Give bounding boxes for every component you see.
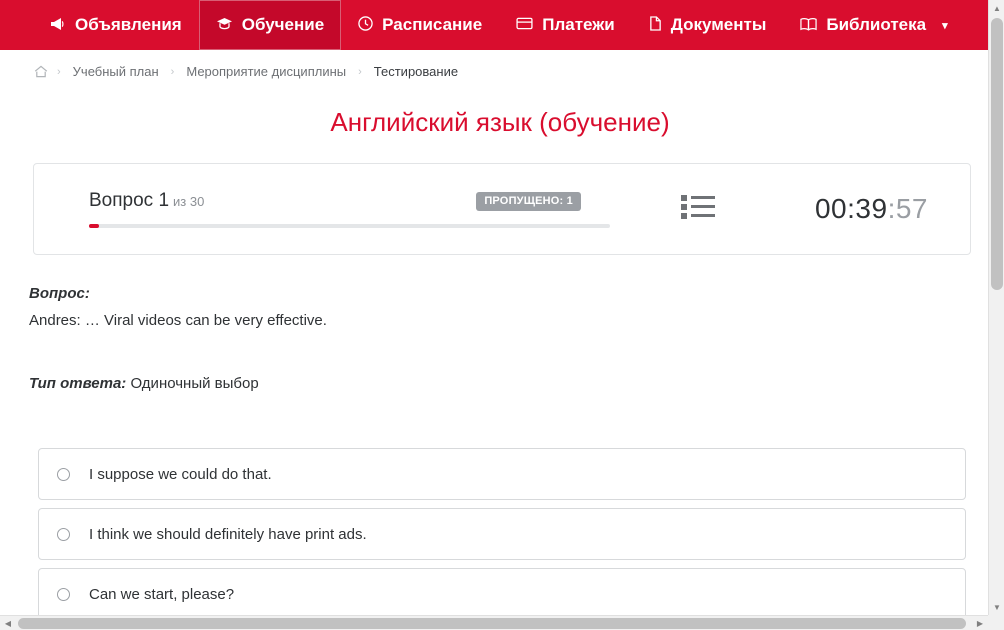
main-navigation <box>0 0 988 50</box>
clock-icon <box>358 16 373 34</box>
breadcrumb-separator: › <box>57 65 61 78</box>
answer-type-value: Одиночный выбор <box>130 375 259 392</box>
horizontal-scrollbar[interactable] <box>0 615 1004 630</box>
question-status-bar <box>33 163 971 255</box>
progress-bar-fill <box>89 224 99 228</box>
answer-option-label: Can we start, please? <box>89 585 235 603</box>
question-text: Andres: … Viral videos can be very effective. <box>29 312 327 329</box>
breadcrumb-item-testing: Тестирование <box>373 64 459 79</box>
answer-option-3[interactable] <box>38 568 966 620</box>
question-number: Вопрос 1 <box>89 190 170 211</box>
nav-item-label: Объявления <box>75 15 182 34</box>
breadcrumb-separator: › <box>170 65 175 78</box>
nav-item-label: Обучение <box>241 15 325 34</box>
radio-button-icon[interactable] <box>57 468 70 481</box>
breadcrumb-separator: › <box>358 65 362 78</box>
answer-option-label: I suppose we could do that. <box>89 465 272 483</box>
nav-item-payments[interactable] <box>499 0 632 50</box>
scroll-down-arrow-icon[interactable]: ▼ <box>993 602 1001 612</box>
question-prompt-label: Вопрос: <box>29 285 90 302</box>
answer-option-2[interactable] <box>38 508 966 560</box>
card-icon <box>516 17 533 33</box>
nav-item-documents[interactable] <box>632 0 784 50</box>
nav-item-label: Расписание <box>382 15 483 34</box>
vertical-scrollbar[interactable] <box>988 0 1004 615</box>
question-list-icon[interactable] <box>681 194 715 225</box>
radio-button-icon[interactable] <box>57 528 70 541</box>
timer-minutes: 00:39 <box>814 193 888 224</box>
nav-item-announcements[interactable] <box>33 0 199 50</box>
answer-type-label: Тип ответа: <box>29 375 127 392</box>
question-progress-block <box>56 190 581 228</box>
status-badge: ПРОПУЩЕНО: 1 <box>476 192 581 211</box>
page-title: Английский язык (обучение) <box>330 107 670 137</box>
megaphone-icon <box>50 17 66 34</box>
nav-item-training[interactable] <box>199 0 341 50</box>
document-icon <box>649 16 662 34</box>
answer-option-label: I think we should definitely have print ads. <box>89 525 367 543</box>
breadcrumb <box>0 50 1004 91</box>
nav-item-label: Библиотека <box>826 15 927 34</box>
breadcrumb-item-curriculum[interactable]: Учебный план <box>72 64 159 79</box>
question-total: из 30 <box>173 194 205 209</box>
nav-item-label: Документы <box>670 15 767 34</box>
scroll-right-arrow-icon[interactable]: ▶ <box>976 619 984 628</box>
progress-bar <box>89 224 610 228</box>
graduation-cap-icon <box>216 17 233 34</box>
book-icon <box>800 17 817 34</box>
scrollbar-corner <box>988 615 1004 630</box>
breadcrumb-item-discipline-event[interactable]: Мероприятие дисциплины <box>186 64 347 79</box>
question-list-toggle[interactable] <box>581 194 815 225</box>
answer-options-list <box>38 448 966 620</box>
radio-button-icon[interactable] <box>57 588 70 601</box>
answer-type-row <box>29 375 971 392</box>
nav-item-label: Платежи <box>542 15 615 34</box>
scroll-left-arrow-icon[interactable]: ◀ <box>4 619 12 628</box>
question-body <box>0 255 1004 392</box>
nav-item-library[interactable] <box>783 0 964 50</box>
vertical-scrollbar-thumb[interactable] <box>991 18 1003 290</box>
nav-item-schedule[interactable] <box>341 0 499 50</box>
scroll-up-arrow-icon[interactable]: ▲ <box>993 3 1001 13</box>
home-icon[interactable] <box>33 65 48 79</box>
countdown-timer <box>815 193 948 225</box>
answer-option-1[interactable] <box>38 448 966 500</box>
chevron-down-icon[interactable]: ▾ <box>942 19 948 32</box>
horizontal-scrollbar-thumb[interactable] <box>18 618 966 629</box>
timer-seconds: :57 <box>887 193 928 224</box>
